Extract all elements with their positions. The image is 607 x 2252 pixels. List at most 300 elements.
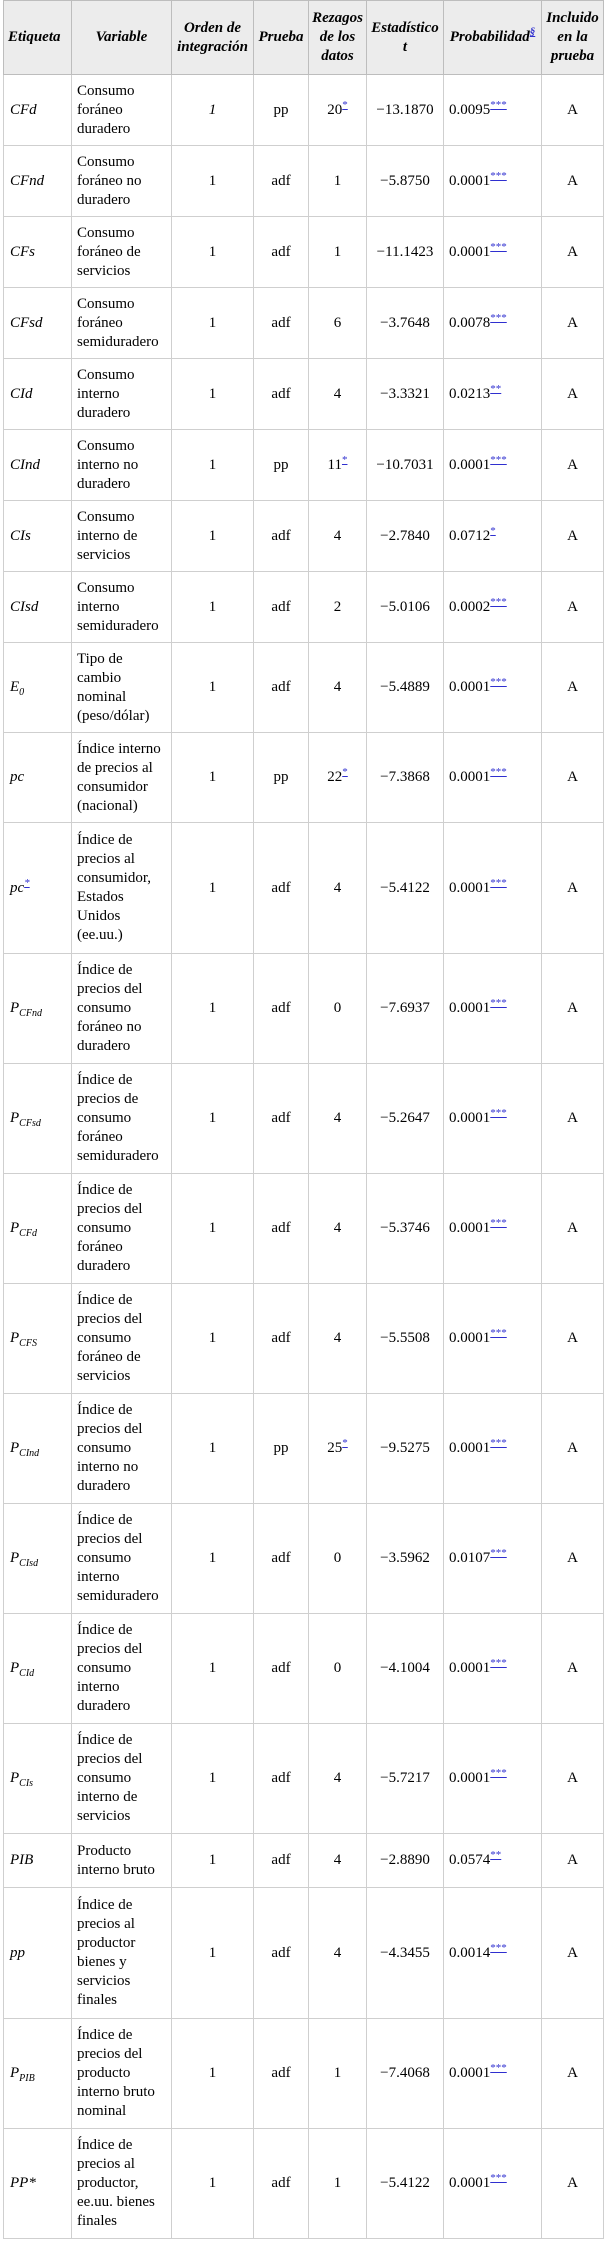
cell-variable [72,1284,172,1394]
test-text: adf [271,879,291,896]
test-text: adf [271,385,291,402]
variable-text: Índice de precios del consumo interno semiduradero [77,1512,159,1604]
lags-text: 4 [333,385,342,402]
test-text: adf [271,1550,291,1566]
variable-text: Índice de precios del consumo interno no duradero [77,1402,143,1494]
order-text: 1 [208,2175,217,2191]
cell-lags [309,359,367,430]
lags-text: 1 [333,2065,342,2081]
label-text: CFsd [10,314,43,331]
test-text: pp [273,1440,289,1456]
order-text: 1 [208,1440,217,1456]
cell-test [254,2129,309,2239]
prob-text: 0.0095 [449,101,491,118]
cell-lags [309,823,367,954]
variable-text: Consumo foráneo de servicios [77,224,141,279]
cell-order [172,643,254,733]
cell-label [4,217,72,288]
test-text: adf [271,1660,291,1676]
test-text: adf [271,243,291,260]
order-text: 1 [208,769,217,785]
header-prob-footnote-link[interactable]: § [529,26,536,38]
label-text: pc [10,879,25,896]
cell-stat [367,2019,444,2129]
header-stat: Estadístico t [367,1,444,75]
included-text: A [567,2175,578,2191]
cell-lags [309,733,367,823]
cell-label [4,733,72,823]
cell-test [254,572,309,643]
lags-text: 0 [333,1550,342,1566]
prob-significance-link[interactable]: *** [490,876,507,889]
test-text: adf [271,1110,291,1126]
included-text: A [567,769,578,785]
cell-included [542,288,604,359]
cell-prob [444,1888,542,2019]
order-text: 1 [208,527,217,544]
cell-variable [72,572,172,643]
prob-text: 0.0001 [449,679,491,695]
label-text: P [10,1440,20,1456]
label-text: P [10,1000,20,1016]
prob-significance-link[interactable]: *** [490,453,507,466]
label-text: pp [10,1944,25,1961]
cell-stat [367,1394,444,1504]
cell-variable [72,146,172,217]
table-row [4,572,604,643]
cell-test [254,146,309,217]
order-text: 1 [208,1852,217,1868]
prob-significance-link[interactable]: *** [490,1437,507,1449]
cell-variable [72,359,172,430]
cell-prob [444,823,542,954]
cell-order [172,733,254,823]
header-label: Etiqueta [4,1,72,75]
prob-significance-link[interactable]: *** [490,2172,507,2184]
cell-prob [444,217,542,288]
stat-text: −2.8890 [380,1852,430,1868]
cell-variable [72,2129,172,2239]
cell-lags [309,1504,367,1614]
included-text: A [567,456,578,473]
cell-stat [367,75,444,146]
label-text: CFs [10,243,36,260]
cell-label [4,430,72,501]
included-text: A [567,1944,578,1961]
cell-variable [72,1614,172,1724]
cell-prob [444,1834,542,1888]
label-text: P [10,1550,20,1566]
cell-prob [444,288,542,359]
cell-test [254,217,309,288]
table-row [4,146,604,217]
table-row [4,733,604,823]
order-text: 1 [208,314,217,331]
lags-footnote-link[interactable]: * [341,453,348,466]
cell-test [254,359,309,430]
variable-text: Índice de precios del producto interno bruto nominal [77,2027,155,2119]
stat-text: −5.4122 [380,879,430,896]
prob-significance-link[interactable]: *** [490,997,507,1009]
cell-prob [444,1064,542,1174]
table-body [4,75,604,2239]
test-text: adf [271,1000,291,1016]
header-order: Orden de integración [172,1,254,75]
cell-stat [367,501,444,572]
cell-prob [444,1504,542,1614]
label-subscript: CIsd [19,1558,39,1569]
lags-text: 4 [333,879,342,896]
label-subscript: CFS [19,1338,37,1349]
cell-label [4,1284,72,1394]
header-prob-text: Probabilidad [449,29,530,45]
stat-text: −5.4889 [380,679,430,695]
cell-stat [367,1174,444,1284]
label-text: pc [10,769,25,785]
cell-label [4,1888,72,2019]
cell-order [172,1064,254,1174]
prob-significance-link[interactable]: *** [490,1657,507,1669]
prob-text: 0.0001 [449,1220,491,1236]
included-text: A [567,879,578,896]
included-text: A [567,314,578,331]
lags-text: 4 [333,1852,342,1868]
cell-included [542,2019,604,2129]
prob-significance-link[interactable]: *** [490,98,507,111]
cell-included [542,1504,604,1614]
cell-prob [444,1174,542,1284]
label-text: CIs [10,527,31,544]
prob-text: 0.0001 [449,1330,491,1346]
variable-text: Índice de precios al consumidor, Estados Unidos (ee.uu.) [77,832,151,943]
variable-text: Índice de precios del consumo interno duradero [77,1622,143,1714]
prob-significance-link[interactable]: *** [490,1327,507,1339]
cell-stat [367,288,444,359]
included-text: A [567,1220,578,1236]
cell-stat [367,1284,444,1394]
variable-text: Índice interno de precios al consumidor (nacional) [77,740,161,814]
variable-text: Consumo foráneo semiduradero [77,295,159,350]
cell-variable [72,1504,172,1614]
prob-significance-link[interactable]: *** [490,169,507,182]
cell-label [4,1174,72,1284]
cell-included [542,643,604,733]
cell-lags [309,2129,367,2239]
test-text: adf [271,598,291,615]
variable-text: Consumo interno semiduradero [77,579,159,634]
cell-lags [309,146,367,217]
table-row [4,359,604,430]
prob-text: 0.0001 [449,1660,491,1676]
cell-stat [367,2129,444,2239]
variable-text: Consumo interno no duradero [77,437,139,492]
lags-text: 20 [327,101,343,118]
cell-order [172,1284,254,1394]
label-subscript: CFd [19,1228,37,1239]
header-row [4,1,604,75]
table-row [4,643,604,733]
test-text: pp [273,456,289,473]
prob-significance-link[interactable]: ** [490,1849,502,1861]
table-row [4,1174,604,1284]
stat-text: −5.5508 [380,1330,430,1346]
included-text: A [567,598,578,615]
lags-text: 4 [333,1110,342,1126]
cell-stat [367,146,444,217]
variable-text: Índice de precios del consumo interno de servicios [77,1732,143,1824]
cell-test [254,1724,309,1834]
prob-text: 0.0001 [449,2175,491,2191]
prob-text: 0.0001 [449,879,491,896]
lags-footnote-link[interactable]: * [342,1437,348,1449]
cell-lags [309,501,367,572]
cell-lags [309,1888,367,2019]
cell-stat [367,1064,444,1174]
prob-significance-link[interactable]: *** [490,676,507,688]
table-row [4,2019,604,2129]
header-prob [444,1,542,75]
included-text: A [567,1770,578,1786]
label-text: PIB [10,1852,34,1868]
cell-order [172,1394,254,1504]
label-text: P [10,1770,20,1786]
cell-order [172,2129,254,2239]
prob-text: 0.0001 [449,1110,491,1126]
cell-prob [444,501,542,572]
test-text: adf [271,679,291,695]
cell-lags [309,1064,367,1174]
lags-text: 0 [333,1000,342,1016]
label-text: P [10,1110,20,1126]
cell-included [542,733,604,823]
lags-text: 4 [333,679,342,695]
cell-stat [367,1834,444,1888]
label-text: PP* [10,2175,36,2191]
cell-included [542,1174,604,1284]
table-row [4,288,604,359]
prob-text: 0.0078 [449,314,491,331]
lags-text: 4 [333,1770,342,1786]
cell-prob [444,1614,542,1724]
order-text: 1 [208,1770,217,1786]
included-text: A [567,385,578,402]
cell-lags [309,572,367,643]
header-included: Incluido en la prueba [542,1,604,75]
stat-text: −4.1004 [380,1660,430,1676]
prob-text: 0.0001 [449,2065,491,2081]
label-subscript: CId [19,1668,35,1679]
lags-text: 25 [327,1440,343,1456]
label-text: CInd [10,456,40,473]
cell-label [4,572,72,643]
cell-variable [72,643,172,733]
label-subscript: CIs [19,1778,34,1789]
prob-text: 0.0001 [449,1000,491,1016]
cell-lags [309,1614,367,1724]
prob-significance-link[interactable]: *** [490,2062,507,2074]
cell-order [172,2019,254,2129]
prob-significance-link[interactable]: * [490,524,496,537]
cell-prob [444,1284,542,1394]
prob-significance-link[interactable]: *** [490,1107,507,1119]
label-subscript: CFsd [19,1118,41,1129]
lags-text: 4 [333,1220,342,1236]
test-text: adf [271,527,291,544]
order-text: 1 [208,1550,217,1566]
lags-footnote-link[interactable]: * [342,766,348,778]
cell-test [254,1504,309,1614]
prob-significance-link[interactable]: *** [490,1547,507,1559]
cell-included [542,2129,604,2239]
variable-text: Producto interno bruto [77,1842,155,1878]
prob-significance-link[interactable]: *** [490,766,507,778]
cell-lags [309,1834,367,1888]
cell-included [542,430,604,501]
prob-significance-link[interactable]: ** [490,382,502,395]
cell-test [254,823,309,954]
prob-significance-link[interactable]: *** [490,1941,507,1954]
cell-variable [72,501,172,572]
cell-included [542,1724,604,1834]
cell-prob [444,1724,542,1834]
cell-variable [72,1394,172,1504]
cell-variable [72,1834,172,1888]
cell-included [542,1064,604,1174]
cell-included [542,217,604,288]
table-header [4,1,604,75]
label-footnote-link[interactable]: * [24,876,30,889]
stat-text: −5.7217 [380,1770,430,1786]
cell-stat [367,572,444,643]
cell-label [4,288,72,359]
label-text: P [10,1220,20,1236]
cell-variable [72,75,172,146]
cell-order [172,1888,254,2019]
cell-order [172,823,254,954]
cell-order [172,1834,254,1888]
variable-text: Índice de precios al productor bienes y servicios finales [77,1897,136,2008]
stat-text: −5.8750 [380,172,430,189]
cell-lags [309,1394,367,1504]
prob-text: 0.0213 [449,385,491,402]
table-row [4,1724,604,1834]
cell-label [4,1394,72,1504]
cell-order [172,1504,254,1614]
order-text: 1 [208,598,217,615]
cell-lags [309,643,367,733]
cell-prob [444,146,542,217]
prob-text: 0.0014 [449,1944,491,1961]
cell-test [254,501,309,572]
table-row [4,1504,604,1614]
table-row [4,1614,604,1724]
cell-label [4,1724,72,1834]
cell-variable [72,288,172,359]
prob-significance-link[interactable]: *** [490,1767,507,1779]
table-row [4,75,604,146]
header-lags: Rezagos de los datos [309,1,367,75]
included-text: A [567,1852,578,1868]
cell-lags [309,2019,367,2129]
prob-significance-link[interactable]: *** [490,311,507,324]
prob-significance-link[interactable]: *** [490,595,507,608]
label-text: CFd [10,101,37,118]
stat-text: −9.5275 [380,1440,430,1456]
table-row [4,2129,604,2239]
cell-included [542,1888,604,2019]
included-text: A [567,1440,578,1456]
prob-significance-link[interactable]: *** [490,240,507,253]
lags-text: 4 [333,1944,342,1961]
cell-test [254,733,309,823]
cell-variable [72,1064,172,1174]
cell-included [542,75,604,146]
included-text: A [567,1000,578,1016]
order-text: 1 [208,1220,217,1236]
cell-label [4,359,72,430]
stat-text: −4.3455 [380,1944,430,1961]
order-text: 1 [208,879,217,896]
label-text: CId [10,385,33,402]
table-row [4,501,604,572]
lags-footnote-link[interactable]: * [342,98,348,111]
cell-variable [72,733,172,823]
stat-text: −10.7031 [376,456,434,473]
included-text: A [567,679,578,695]
cell-prob [444,643,542,733]
cell-order [172,501,254,572]
table-row [4,430,604,501]
cell-lags [309,217,367,288]
stat-text: −3.3321 [380,385,430,402]
cell-order [172,430,254,501]
cell-test [254,75,309,146]
included-text: A [567,1330,578,1346]
lags-text: 22 [327,769,343,785]
cell-order [172,1724,254,1834]
lags-text: 11 [327,456,342,473]
prob-text: 0.0001 [449,769,491,785]
cell-test [254,1834,309,1888]
cell-included [542,501,604,572]
cell-lags [309,75,367,146]
test-text: adf [271,2065,291,2081]
cell-lags [309,288,367,359]
order-text: 1 [208,1660,217,1676]
test-text: pp [273,101,289,118]
order-text: 1 [208,1944,217,1961]
included-text: A [567,527,578,544]
prob-significance-link[interactable]: *** [490,1217,507,1229]
stat-text: −7.4068 [380,2065,430,2081]
cell-prob [444,2019,542,2129]
cell-label [4,643,72,733]
label-text: CIsd [10,598,39,615]
variable-text: Índice de precios del consumo foráneo de servicios [77,1292,143,1384]
cell-label [4,823,72,954]
cell-included [542,359,604,430]
cell-order [172,954,254,1064]
cell-variable [72,823,172,954]
cell-included [542,572,604,643]
cell-stat [367,1614,444,1724]
cell-test [254,1064,309,1174]
cell-order [172,572,254,643]
cell-lags [309,1284,367,1394]
prob-text: 0.0001 [449,456,491,473]
table-row [4,823,604,954]
cell-variable [72,1888,172,2019]
